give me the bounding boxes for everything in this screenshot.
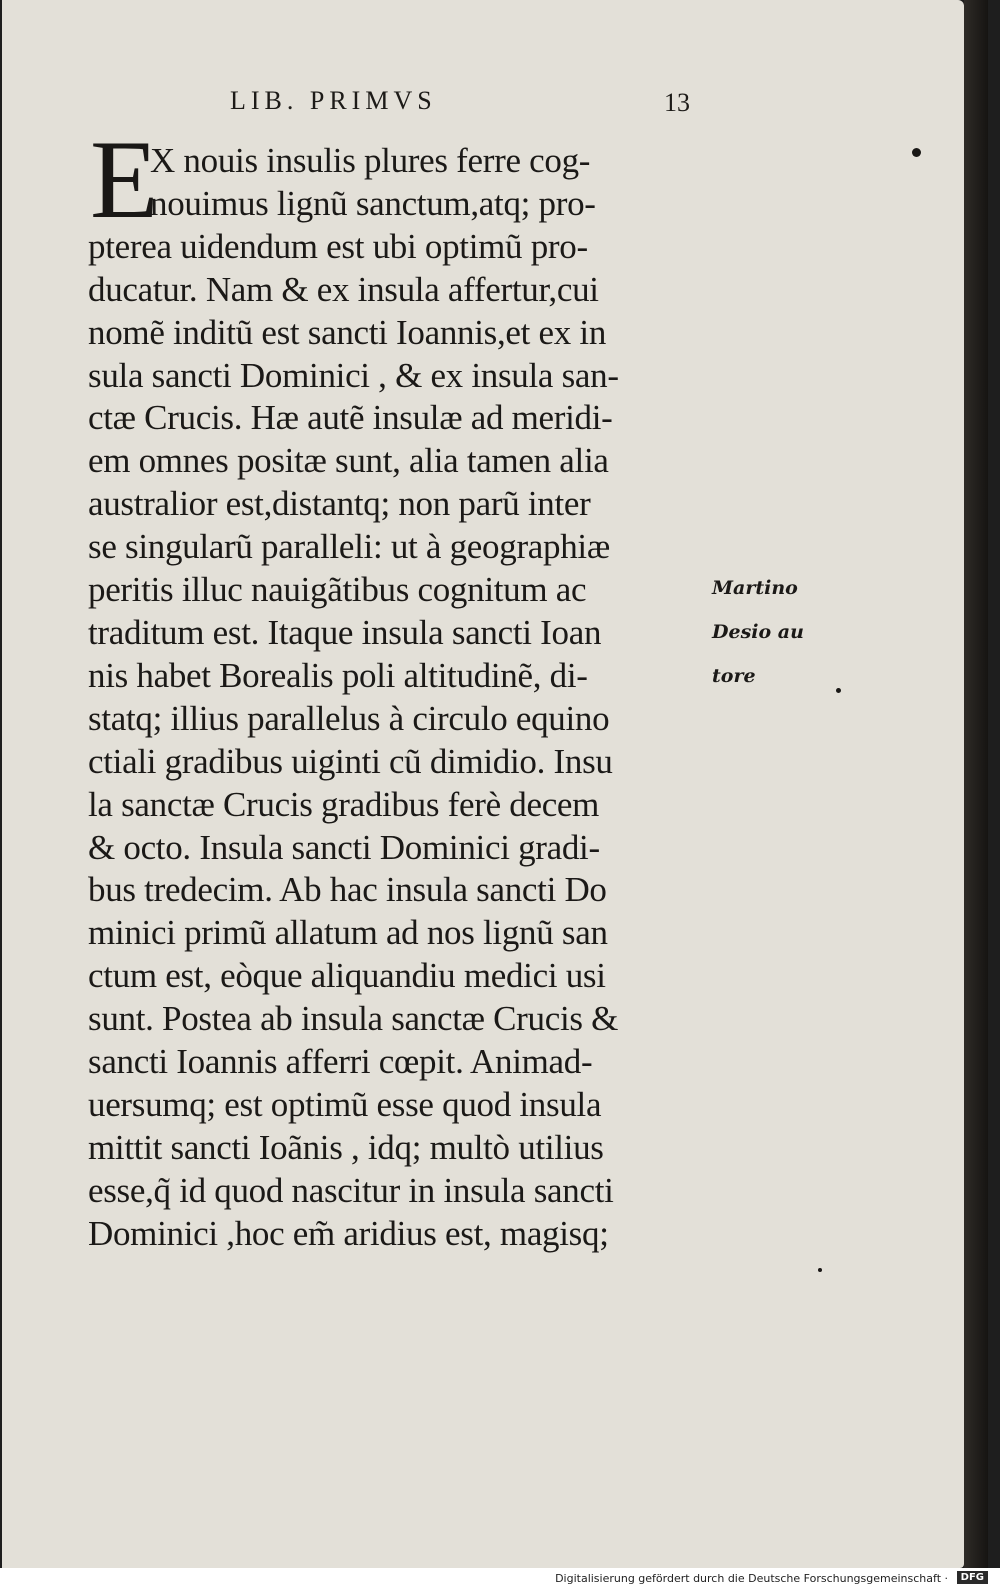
text-line: sula sancti Dominici , & ex insula san- <box>88 355 619 395</box>
running-title: LIB. PRIMVS <box>230 86 437 115</box>
text-line: nis habet Borealis poli altitudinẽ, di- <box>88 655 588 695</box>
text-line: esse,q̃ id quod nascitur in insula sancti <box>88 1170 614 1210</box>
ink-speck <box>818 1268 822 1272</box>
ink-speck <box>836 688 841 693</box>
text-line: pterea uidendum est ubi optimũ pro- <box>88 226 588 266</box>
text-line: se singularũ paralleli: ut à geographiæ <box>88 527 610 567</box>
funding-credit: Digitalisierung gefördert durch die Deutsche Forschungsgemeinschaft · <box>555 1572 948 1585</box>
text-line: la sanctæ Crucis gradibus ferè decem <box>88 784 600 824</box>
text-line: X nouis insulis plures ferre cog- <box>150 141 591 180</box>
text-line: Dominici ,hoc em̃ aridius est, magisq; <box>88 1213 609 1253</box>
drop-initial: E <box>90 118 159 242</box>
text-line: nomẽ inditũ est sancti Ioannis,et ex in <box>88 312 607 352</box>
text-line: ctiali gradibus uiginti cũ dimidio. Insu <box>88 741 613 781</box>
text-line: nouimus lignũ sanctum,atq; pro- <box>150 183 596 223</box>
text-line: uersumq; est optimũ esse quod insula <box>88 1084 602 1124</box>
text-line: statq; illius parallelus à circulo equino <box>88 698 610 738</box>
book-spine <box>964 0 988 1568</box>
text-line: bus tredecim. Ab hac insula sancti Do <box>88 870 607 910</box>
text-line: ducatur. Nam & ex insula affertur,cui <box>88 269 599 309</box>
text-line: & octo. Insula sancti Dominici gradi- <box>88 827 600 867</box>
marginal-line: Desio au <box>712 621 804 643</box>
footer-bar <box>0 1568 1000 1592</box>
text-line: mittit sancti Ioãnis , idq; multò utilius <box>88 1127 604 1167</box>
text-line: australior est,distantq; non parũ inter <box>88 484 591 524</box>
dfg-logo: DFG <box>957 1571 988 1584</box>
text-line: peritis illuc nauigãtibus cognitum ac <box>88 570 587 610</box>
marginal-note <box>712 566 804 698</box>
ink-speck <box>912 148 921 157</box>
text-line: traditum est. Itaque insula sancti Ioan <box>88 612 602 652</box>
main-text <box>88 140 700 1256</box>
text-line: ctum est, eòque aliquandiu medici usi <box>88 956 606 996</box>
text-line: sancti Ioannis afferri cœpit. Animad- <box>88 1042 593 1082</box>
text-line: ctæ Crucis. Hæ autẽ insulæ ad meridi- <box>88 398 613 438</box>
page-number: 13 <box>664 88 690 117</box>
text-line: sunt. Postea ab insula sanctæ Crucis & <box>88 999 619 1039</box>
marginal-line: tore <box>712 665 756 687</box>
text-line: minici primũ allatum ad nos lignũ san <box>88 913 608 953</box>
marginal-line: Martino <box>712 577 798 599</box>
text-line: em omnes positæ sunt, alia tamen alia <box>88 441 609 481</box>
